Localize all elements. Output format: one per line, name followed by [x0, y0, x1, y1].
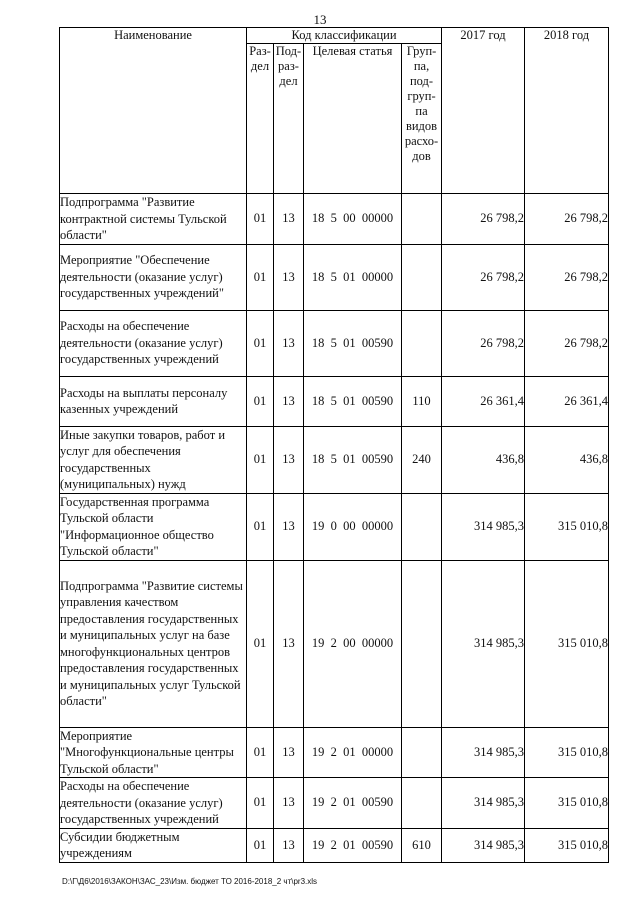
row-subsection: 13: [274, 194, 304, 245]
row-target-article: 18 5 00 00000: [304, 194, 402, 245]
row-section: 01: [247, 310, 274, 376]
row-target-article: 18 5 01 00590: [304, 310, 402, 376]
page-number: 13: [313, 12, 327, 27]
table-header: [60, 28, 609, 194]
row-amount-2018: 26 798,2: [525, 194, 609, 245]
row-expense-group: 610: [402, 828, 442, 862]
row-name: Субсидии бюджетным учреждениям: [60, 828, 247, 862]
header-code: Код классификации: [247, 28, 442, 44]
header-year-2018: 2018 год: [525, 28, 609, 194]
row-expense-group: 240: [402, 426, 442, 493]
table-row: [60, 194, 609, 245]
row-subsection: 13: [274, 828, 304, 862]
row-section: 01: [247, 244, 274, 310]
row-section: 01: [247, 727, 274, 778]
row-expense-group: [402, 244, 442, 310]
row-amount-2018: 315 010,8: [525, 778, 609, 829]
row-amount-2018: 315 010,8: [525, 560, 609, 727]
row-target-article: 19 2 01 00590: [304, 828, 402, 862]
row-target-article: 18 5 01 00590: [304, 376, 402, 426]
row-amount-2018: 26 361,4: [525, 376, 609, 426]
header-target: Целевая статья: [304, 44, 402, 194]
row-section: 01: [247, 376, 274, 426]
row-name: Мероприятие "Многофункциональные центры Тульской области": [60, 727, 247, 778]
row-subsection: 13: [274, 560, 304, 727]
row-amount-2017: 436,8: [442, 426, 525, 493]
file-path-footer: D:\Г\Д6\2016\ЗАКОН\ЗАС_23\Изм. бюджет ТО 2016-2018_2 чт\pr3.xls: [62, 877, 318, 886]
table-row: [60, 727, 609, 778]
row-expense-group: [402, 493, 442, 560]
header-name: Наименование: [60, 28, 247, 194]
row-name: Мероприятие "Обеспечение деятельности (оказание услуг) государственных учреждений": [60, 244, 247, 310]
row-section: 01: [247, 778, 274, 829]
row-name: Расходы на обеспечение деятельности (оказание услуг) государственных учреждений: [60, 310, 247, 376]
row-section: 01: [247, 194, 274, 245]
row-expense-group: [402, 194, 442, 245]
row-section: 01: [247, 560, 274, 727]
row-amount-2017: 26 798,2: [442, 244, 525, 310]
row-target-article: 19 0 00 00000: [304, 493, 402, 560]
row-name: Расходы на выплаты персоналу казенных учреждений: [60, 376, 247, 426]
row-subsection: 13: [274, 310, 304, 376]
row-name: Государственная программа Тульской области "Информационное общество Тульской области": [60, 493, 247, 560]
row-subsection: 13: [274, 493, 304, 560]
row-amount-2017: 314 985,3: [442, 560, 525, 727]
row-expense-group: [402, 727, 442, 778]
row-target-article: 19 2 00 00000: [304, 560, 402, 727]
row-expense-group: 110: [402, 376, 442, 426]
row-name: Подпрограмма "Развитие контрактной системы Тульской области": [60, 194, 247, 245]
row-expense-group: [402, 310, 442, 376]
row-name: Расходы на обеспечение деятельности (оказание услуг) государственных учреждений: [60, 778, 247, 829]
table-body: [60, 194, 609, 863]
row-target-article: 18 5 01 00590: [304, 426, 402, 493]
row-amount-2017: 314 985,3: [442, 778, 525, 829]
table-row: [60, 493, 609, 560]
header-year-2017: 2017 год: [442, 28, 525, 194]
row-name: Подпрограмма "Развитие системы управления качеством предоставления государственных и муниципальных услуг на базе многофункциональных центров предоставления государственных и муниципальных услуг Тульской области": [60, 560, 247, 727]
table-row: [60, 828, 609, 862]
row-target-article: 19 2 01 00000: [304, 727, 402, 778]
table-row: [60, 376, 609, 426]
row-amount-2017: 26 798,2: [442, 194, 525, 245]
row-amount-2018: 315 010,8: [525, 493, 609, 560]
row-amount-2018: 436,8: [525, 426, 609, 493]
header-group: Груп- па, под- груп- па видов расхо- дов: [402, 44, 442, 194]
row-target-article: 18 5 01 00000: [304, 244, 402, 310]
row-target-article: 19 2 01 00590: [304, 778, 402, 829]
row-amount-2018: 26 798,2: [525, 244, 609, 310]
row-section: 01: [247, 493, 274, 560]
row-amount-2018: 315 010,8: [525, 828, 609, 862]
row-amount-2018: 315 010,8: [525, 727, 609, 778]
row-expense-group: [402, 778, 442, 829]
row-amount-2017: 314 985,3: [442, 828, 525, 862]
budget-table: [59, 27, 609, 863]
header-subsection: Под- раз- дел: [274, 44, 304, 194]
table-row: [60, 778, 609, 829]
table-row: [60, 310, 609, 376]
row-expense-group: [402, 560, 442, 727]
table-row: [60, 426, 609, 493]
row-name: Иные закупки товаров, работ и услуг для обеспечения государственных (муниципальных) нужд: [60, 426, 247, 493]
header-section: Раз- дел: [247, 44, 274, 194]
row-amount-2017: 314 985,3: [442, 727, 525, 778]
row-amount-2018: 26 798,2: [525, 310, 609, 376]
row-subsection: 13: [274, 376, 304, 426]
row-section: 01: [247, 426, 274, 493]
row-subsection: 13: [274, 727, 304, 778]
row-section: 01: [247, 828, 274, 862]
row-amount-2017: 26 361,4: [442, 376, 525, 426]
row-amount-2017: 314 985,3: [442, 493, 525, 560]
row-subsection: 13: [274, 244, 304, 310]
row-subsection: 13: [274, 426, 304, 493]
row-subsection: 13: [274, 778, 304, 829]
table-row: [60, 244, 609, 310]
table-row: [60, 560, 609, 727]
row-amount-2017: 26 798,2: [442, 310, 525, 376]
